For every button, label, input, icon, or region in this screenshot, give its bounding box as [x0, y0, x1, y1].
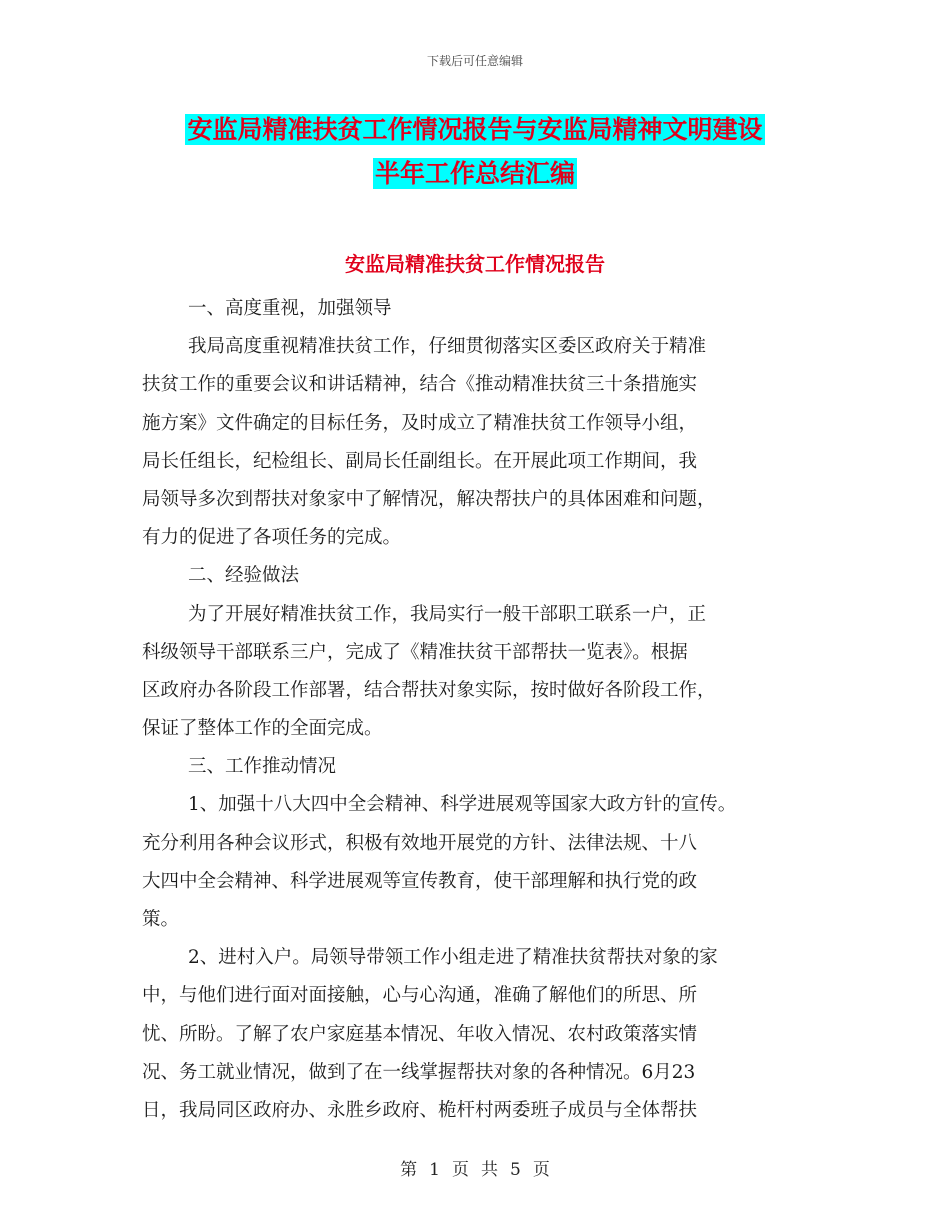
text-line: 策。 — [142, 909, 180, 930]
text-line: 三、工作推动情况 — [188, 756, 337, 778]
footer-di: 第 — [400, 1160, 418, 1180]
text-line: 有力的促进了各项任务的完成。 — [142, 527, 402, 549]
text-line: 扶贫工作的重要会议和讲话精神，结合《推动精准扶贫三十条措施实 — [142, 374, 698, 396]
body-text — [142, 290, 832, 1130]
text-line: 1、加强十八大四中全会精神、科学进展观等国家大政方针的宣传。 — [188, 794, 737, 816]
text-line: 区政府办各阶段工作部署，结合帮扶对象实际，按时做好各阶段工作， — [142, 679, 716, 701]
text-line: 科级领导干部联系三户，完成了《精准扶贫干部帮扶一览表》。根据 — [142, 641, 688, 663]
text-line: 充分利用各种会议形式，积极有效地开展党的方针、法律法规、十八 — [142, 832, 698, 854]
text-line: 2、进村入户。局领导带领工作小组走进了精准扶贫帮扶对象的家 — [188, 947, 718, 969]
section-title: 安监局精准扶贫工作情况报告 — [345, 252, 605, 276]
footer-ye: 页 — [452, 1160, 469, 1180]
text-line: 局领导多次到帮扶对象家中了解情况，解决帮扶户的具体困难和问题， — [142, 488, 716, 510]
text-line: 日，我局同区政府办、永胜乡政府、桅杆村两委班子成员与全体帮扶 — [142, 1099, 698, 1121]
text-line: 二、经验做法 — [188, 565, 300, 587]
text-line: 施方案》文件确定的目标任务，及时成立了精准扶贫工作领导小组， — [142, 412, 698, 434]
footer-ye2: 页 — [532, 1160, 550, 1180]
footer-total-pages: 5 — [510, 1160, 521, 1180]
text-line: 我局高度重视精准扶贫工作，仔细贯彻落实区委区政府关于精准 — [188, 336, 707, 358]
footer-gong: 共 — [481, 1160, 498, 1180]
text-line: 中，与他们进行面对面接触，心与心沟通，准确了解他们的所思、所 — [142, 985, 698, 1007]
text-line: 一、高度重视，加强领导 — [188, 298, 392, 319]
footer-page-number: 1 — [429, 1160, 440, 1180]
page-footer — [0, 1155, 950, 1180]
main-title-line-1-text: 安监局精准扶贫工作情况报告与安监局精神文明建设 — [187, 115, 763, 144]
text-line: 局长任组长，纪检组长、副局长任副组长。在开展此项工作期间，我 — [142, 450, 698, 472]
text-line: 为了开展好精准扶贫工作，我局实行一般干部职工联系一户，正 — [188, 603, 707, 625]
text-line: 忧、所盼。了解了农户家庭基本情况、年收入情况、农村政策落实情 — [142, 1023, 698, 1045]
main-title-line-1 — [0, 114, 950, 146]
main-title-line-2 — [0, 158, 950, 190]
text-line: 保证了整体工作的全面完成。 — [142, 718, 383, 740]
main-title-line-2-text: 半年工作总结汇编 — [374, 159, 575, 188]
text-line: 大四中全会精神、科学进展观等宣传教育，使干部理解和执行党的政 — [142, 870, 698, 892]
header-note: 下载后可任意编辑 — [426, 54, 523, 68]
text-line: 况、务工就业情况，做到了在一线掌握帮扶对象的各种情况。6月23 — [142, 1061, 696, 1083]
